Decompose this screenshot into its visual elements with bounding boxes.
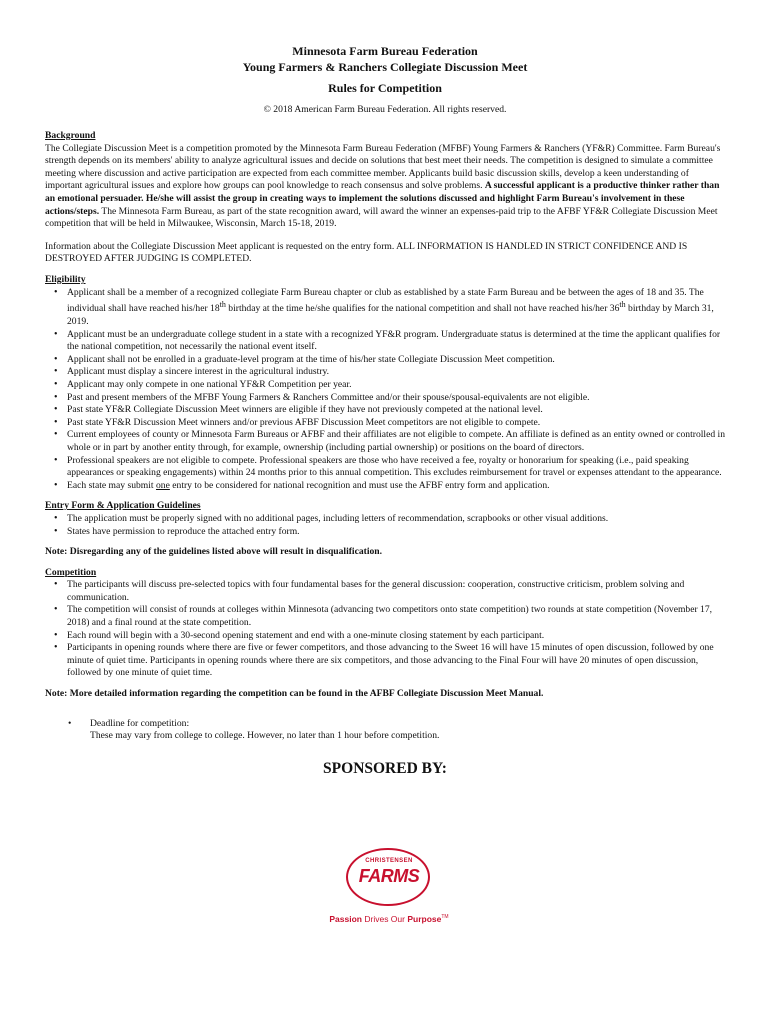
eligibility-item: • Applicant may only compete in one national YF&R Competition per year. [67,379,725,392]
eligibility-list [45,287,725,493]
eligibility-item: • Current employees of county or Minnesota Farm Bureaus or AFBF and their affiliates are not eligible to compete. An affiliate is defined as an entity owned or controlled in whole or in part by another entity through, for example, ownership (including partial ownership) or positions on the board of directors. [67,429,725,454]
logo-small-text: CHRISTENSEN [365,858,413,864]
rules-subtitle: Rules for Competition [328,81,442,95]
entry-form-list [45,513,725,538]
eligibility-item: • Past state YF&R Discussion Meet winners and/or previous AFBF Discussion Meet competitors are not eligible to compete. [67,417,725,430]
disqualification-note: Note: Disregarding any of the guidelines listed above will result in disqualification. [45,546,383,558]
background-bold-text: A successful applicant is a productive thinker rather than an emotional persuader. He/she will assist the group in creating ways to implement the solutions discussed and highlight Farm Bureau's involvement in these actions/steps. [45,180,720,217]
manual-note: Note: More detailed information regarding the competition can be found in the AFBF Collegiate Discussion Meet Manual. [45,688,544,700]
eligibility-item: • Past state YF&R Collegiate Discussion Meet winners are eligible if they have not previously competed at the national level. [67,404,725,417]
trademark-mark: TM [441,914,449,920]
eligibility-item: • Applicant shall not be enrolled in a graduate-level program at the time of his/her state Collegiate Discussion Meet competition. [67,354,725,367]
tagline-middle: Drives Our [362,914,408,924]
logo-tagline [318,914,460,924]
eligibility-age-text: birthday by March 31, 2019. [67,303,714,327]
bullet-icon: • [68,717,72,729]
eligibility-item [67,287,725,329]
ordinal-suffix: th [219,300,226,310]
emphasis-one: one [156,479,170,491]
entry-form-item: • States have permission to reproduce the attached entry form. [67,526,725,539]
eligibility-age-text: birthday at the time he/she qualifies for the national competition and shall not have reached his/her 36 [225,303,620,315]
competition-item: • The participants will discuss pre-selected topics with four fundamental bases for the general discussion: cooperation, constructive criticism, problem solving and communication. [67,579,725,604]
org-title: Minnesota Farm Bureau Federation [292,44,478,58]
tagline-purpose: Purpose [407,914,442,924]
deadline-label: Deadline for competition: [90,717,190,729]
background-heading: Background [45,130,96,142]
eligibility-item: • Past and present members of the MFBF Young Farmers & Ranchers Committee and/or their spouse/spousal-equivalents are not eligible. [67,392,725,405]
entry-form-heading: Entry Form & Application Guidelines [45,500,201,512]
sponsored-heading: SPONSORED BY: [323,759,447,777]
christensen-farms-logo [318,846,460,930]
document-page [45,44,725,778]
confidentiality-paragraph: Information about the Collegiate Discussion Meet applicant is requested on the entry form. ALL INFORMATION IS HANDLED IN STRICT CONFIDENCE AND IS DESTROYED AFTER JUDGING IS COMPLETED. [45,240,688,265]
background-text-a: The Collegiate Discussion Meet is a competition promoted by the Minnesota Farm Bureau Federation (MFBF) Young Farmers & Ranchers (YF&R) Committee. Farm Bureau's strength depends on its members' ability to analyze agricultural issues and decide on solutions that best meet their needs. The competition is designed to simulate a committee meeting where discussion and active participation are expected from each committee member. Applicants build basic discussion skills, develop a keen understanding of important agricultural issues and explore how groups can pool knowledge to reach consensus and solve problems. [45,142,721,192]
event-title: Young Farmers & Ranchers Collegiate Discussion Meet [242,59,528,74]
eligibility-item [67,480,725,493]
deadline-text: These may vary from college to college. However, no later than 1 hour before competition. [90,730,440,742]
deadline-item [45,718,725,743]
ordinal-suffix: th [619,300,626,310]
competition-item: • The competition will consist of rounds at colleges within Minnesota (advancing two competitors onto state competition) two rounds at state competition (November 17, 2018) and a final round at the state competition. [67,604,725,629]
eligibility-heading: Eligibility [45,274,86,286]
eligibility-item: • Professional speakers are not eligible to compete. Professional speakers are those who have received a fee, royalty or honorarium for speaking (i.e., paid speaking appearances or speaking engagements) within 24 months prior to this annual competition. This excludes reimbursement for travel or expenses attendant to the appearance. [67,455,725,480]
tagline-passion: Passion [329,914,362,924]
eligibility-age-text: Applicant shall be a member of a recognized collegiate Farm Bureau chapter or club as established by a state Farm Bureau and be between the ages of 18 and 35. The individual shall have reached his/her 18 [67,286,704,315]
background-text-b: The Minnesota Farm Bureau, as part of the state recognition award, will award the winner an expenses-paid trip to the AFBF YF&R Collegiate Discussion Meet competition that will be held in Milwaukee, Wisconsin, March 15-18, 2019. [45,205,718,230]
competition-list [45,579,725,680]
copyright-notice: © 2018 American Farm Bureau Federation. All rights reserved. [263,103,507,115]
competition-item: • Each round will begin with a 30-second opening statement and end with a one-minute closing statement by each participant. [67,630,725,643]
logo-big-text: FARMS [358,866,420,886]
eligibility-last-text: entry to be considered for national recognition and must use the AFBF entry form and application. [169,479,550,491]
eligibility-item: • Applicant must display a sincere interest in the agricultural industry. [67,366,725,379]
eligibility-item: • Applicant must be an undergraduate college student in a state with a recognized YF&R program. Undergraduate status is determined at the time the applicant qualifies for the national competition, not necessarily the national event itself. [67,329,725,354]
eligibility-last-text: Each state may submit [67,479,156,491]
competition-heading: Competition [45,566,97,578]
competition-item: • Participants in opening rounds where there are five or fewer competitors, and those advancing to the Sweet 16 will have 15 minutes of open discussion, followed by one minute of quiet time. Participants in opening rounds where there are six competitors, and those advancing to the Final Four will have 20 minutes of open discussion, followed by one minute of quiet time. [67,642,725,680]
background-paragraph [45,143,725,231]
entry-form-item: • The application must be properly signed with no additional pages, including letters of recommendation, scrapbooks or other visual additions. [67,513,725,526]
